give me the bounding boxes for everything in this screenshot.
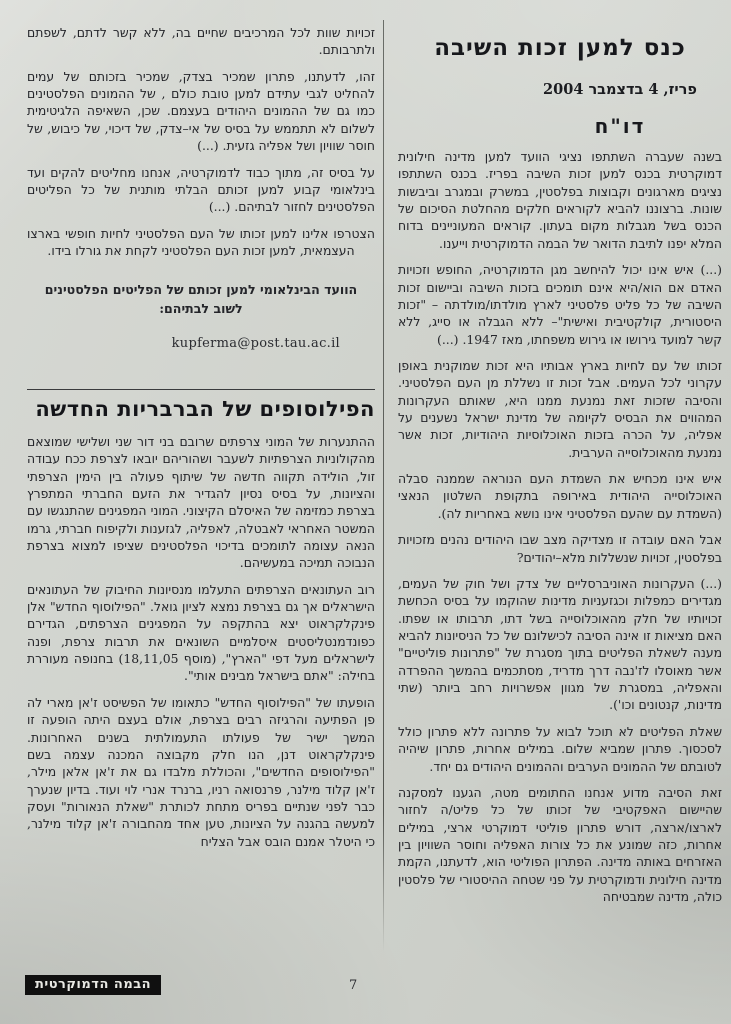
paragraph: בשנה שעברה השתתפו נציגי הוועד למען מדינה חילונית דמוקרטית בכנס למען זכות השיבה בפריז. בכנס השתתפו נציגים מארגונים וקבוצות בפלסטין, במשרק ובמגרב וביבשות שונות. ברצוננו להביא לקוראים חלקים מהחלטת הסיכום של הכנס בשל מגבלות מקום בעתון. קוראים המעוניינים בדוח המלא יפנו לתיבת הדואר של הבמה הדמוקרטית וייענו. — [398, 149, 722, 251]
main-article-column — [398, 20, 722, 945]
paragraph: רוב העתונאים הצרפתים התעלמו מנסיונות החיבוק של העתונאים הישראלים אך גם בצרפת נמצא לציון גואל. "הפילוסוף החדש" אלן פינקלקראוט יצא בהתקפה על המפגינים הצרפתים, הגדירם כפונדמנטליסטים איסלמיים השונאים את תרבות צרפת, ופנה לישראלים מעל דפי "הארץ", (מוסף 18,11,05) בחנופה מעוררת בחילה: "אתם בישראל מבינים אותי". — [27, 581, 375, 684]
section-divider-rule — [27, 389, 375, 390]
paragraph: איש אינו מכחיש את השמדת העם הנוראה שממנה סבלה האוכלוסייה היהודית באירופה בתקופת השלטון הנאצי (השמדת עם שהעם הפלסטיני אינו נושא באחריות לה). — [398, 471, 722, 521]
paragraph: הצטרפו אלינו למען זכותו של העם הפלסטיני לחיות חופשי בארצו העצמאית, למען זכות העם הפלסטיני לקחת את גורלו בידו. — [27, 225, 375, 258]
paragraph: על בסיס זה, מתוך כבוד לדמוקרטיה, אנחנו מחליטים להקים ועד בינלאומי קבוע למען זכותם הבלתי מותנית של כל הפליטים הפלסטינים לחזור לבתיהם. (...) — [27, 164, 375, 215]
paragraph: (...) העקרונות האוניברסליים של צדק ושל חוק של העמים, מגדירים כמפלות וכגזעניות מדינות שהוקמו על בסיס הכחשת זכויותיו של חלק מהאוכלוסייה בשל דתו, תרבותו או שפתו. האם מציאות זו אינה הסיבה לכישלונם של כל הניסיונות להביא מענה לשאלת הפליטים בתוך מסגרת של "פתרונות פוליטיים" אשר מאוסלו לז'נבה דרך מדריד, מסתכמים בהמשך ההפרדה והאפליה, במסגרת של מגוון אפשרויות רחב ביותר (שתי מדינות, קנטונים וכו'). — [398, 575, 722, 713]
paragraph: זאת הסיבה מדוע אנחנו החתומים מטה, הגענו למסקנה שהיישום האפקטיבי של זכותו של כל פליט/ה לחזור לארצו/ארצה, דורש פתרון פוליטי דמוקרטי ארצי, במילים אחרות, כזה שמונע את כל צורות האפליה וחוסר השוויון בין האזרחים באותה מדינה. הפתרון הפוליטי הוא, לדעתנו, הקמת מדינה חילונית ודמוקרטית על פני שטחה ההיסטורי של פלסטין כולה, מדינה שמבטיחה — [398, 784, 722, 905]
second-article-title: הפילוסופים של הברבריות החדשה — [35, 395, 375, 421]
email-address: kupferma@post.tau.ac.il — [171, 335, 340, 351]
paragraph: אבל האם עובדה זו מצדיקה מצב שבו היהודים נהנים מזכויות בפלסטין, זכויות שנשללות מלא–יהודים? — [398, 532, 722, 565]
continuation-column — [27, 20, 375, 945]
publication-name-badge: הבמה הדמוקרטית — [25, 975, 161, 995]
article-title: כנס למען זכות השיבה — [434, 34, 686, 61]
paragraph: שאלת הפליטים לא תוכל לבוא על פתרונה ללא פתרון כולל לסכסוך. פתרון שמביא שלום. במילים אחרות, פתרון שיהיה לטובתם של ההמונים הערבים וההמונים היהודים גם יחד. — [398, 723, 722, 774]
paragraph: זהו, לדעתנו, פתרון שמכיר בצדק, שמכיר בזכותם של עמים להחליט לגבי עתידם למען טובת כולם , של ההמונים הפלסטינים כמו גם של ההמונים היהודים בעצמם. שכן, השאיפה הלגיטימית לשלום לא תתממש על בסיס של אי–צדק, של דיכוי, של כיבוש, של חוסר שוויון ושל אפליה גזעית. (...) — [27, 68, 375, 154]
report-heading: דו"ח — [594, 114, 646, 138]
paragraph: זכותו של עם לחיות בארץ אבותיו היא זכות שמוקנית באופן עקרוני לכל העמים. אבל זכות זו נשללת מן העם הפלסטיני. והסיבה שזכות זאת נמנעת ממנו היא, שאותם העקרונות המהווים את הבסיס לקיומה של מדינת ישראל נשענים על אפליה, על הכרה בזכות האוכלוסיות היהודיות, זכות אשר נמנעת מהאוכלוסייה הערבית. — [398, 357, 722, 460]
paragraph: (...) איש אינו יכול להיחשב מגן הדמוקרטיה, החופש וזכויות האדם אם הוא/היא אינם תומכים בזכות השיבה וביישום זכות השיבה של כל פליט פלסטיני לארץ מולדתו/מולדתה – "זכות היסטורית, קולקטיבית ואישית"– ללא הגבלה או סייג, ללא קשר למועד גירושו או גירוש משפחתו, מאז 1947. (...) — [398, 262, 722, 347]
paragraph: זכויות שוות לכל המרכיבים שחיים בה, ללא קשר לדתם, לשפתם ולתרבותם. — [27, 25, 375, 58]
page-number: 7 — [349, 978, 358, 993]
paragraph: הופעתו של "הפילוסוף החדש" כתאומו של הפשיסט ז'אן מארי לה פן הפתיעה והרגיזה רבים בצרפת, אולם בעצם היתה הופעה זו המשך ישיר של פעולתו התעמולתית בשנים האחרונות. פינקלקראוט דנן, הנו חלק מקבוצה המכנה עצמה בשם "הפילוסופים החדשים", והכוללת מלבדו גם את ז'אן אלאן מילר, ז'אן קלוד מילנר, פרנסואה רניו, ברנרד אנרי לוי ועוד. בדיון שנערך כבר לפני שנתיים בפריס מתחת לכותרת "שאלת הנאורות" ועסק למעשה בהגנה על הציונות, טען אחד מהחבורה ז'אן קלוד מילנר, כי היטלר אמנם הובס אבל הצליח — [27, 694, 375, 849]
column-divider-rule — [383, 20, 384, 952]
paragraph: ההתנערות של המוני צרפתים שרובם בני דור שני ושלישי שמוצאם מהקולוניות הצרפתיות לשעבר ושהוריהם יובאו לצרפת ככח עבודה זול, הולידה תקווה חדשה של שיתוף פעולה בין הימין הצרפתי והציונות, על בסיס נסיון להגדיר את הזעם החברתי המתפרץ בצרפת כמזימה של האיסלם הקיצוני. המוני המפגינים שהתנגשו עם המשטר האחראי לאבטלה, לאפליה, לגזענות ולקיפוח חברתי, גרמו הנאה עצומה לתומכים בדיכוי הפלסטינים שציפו למצוא בצרפת הנבוכה תמיכה במעשיהם. — [27, 433, 375, 571]
committee-note: הוועד הבינלאומי למען זכותם של הפליטים הפלסטינים לשוב לבתיהם: — [44, 282, 358, 316]
article-dateline: פריז, 4 בדצמבר 2004 — [543, 81, 697, 98]
